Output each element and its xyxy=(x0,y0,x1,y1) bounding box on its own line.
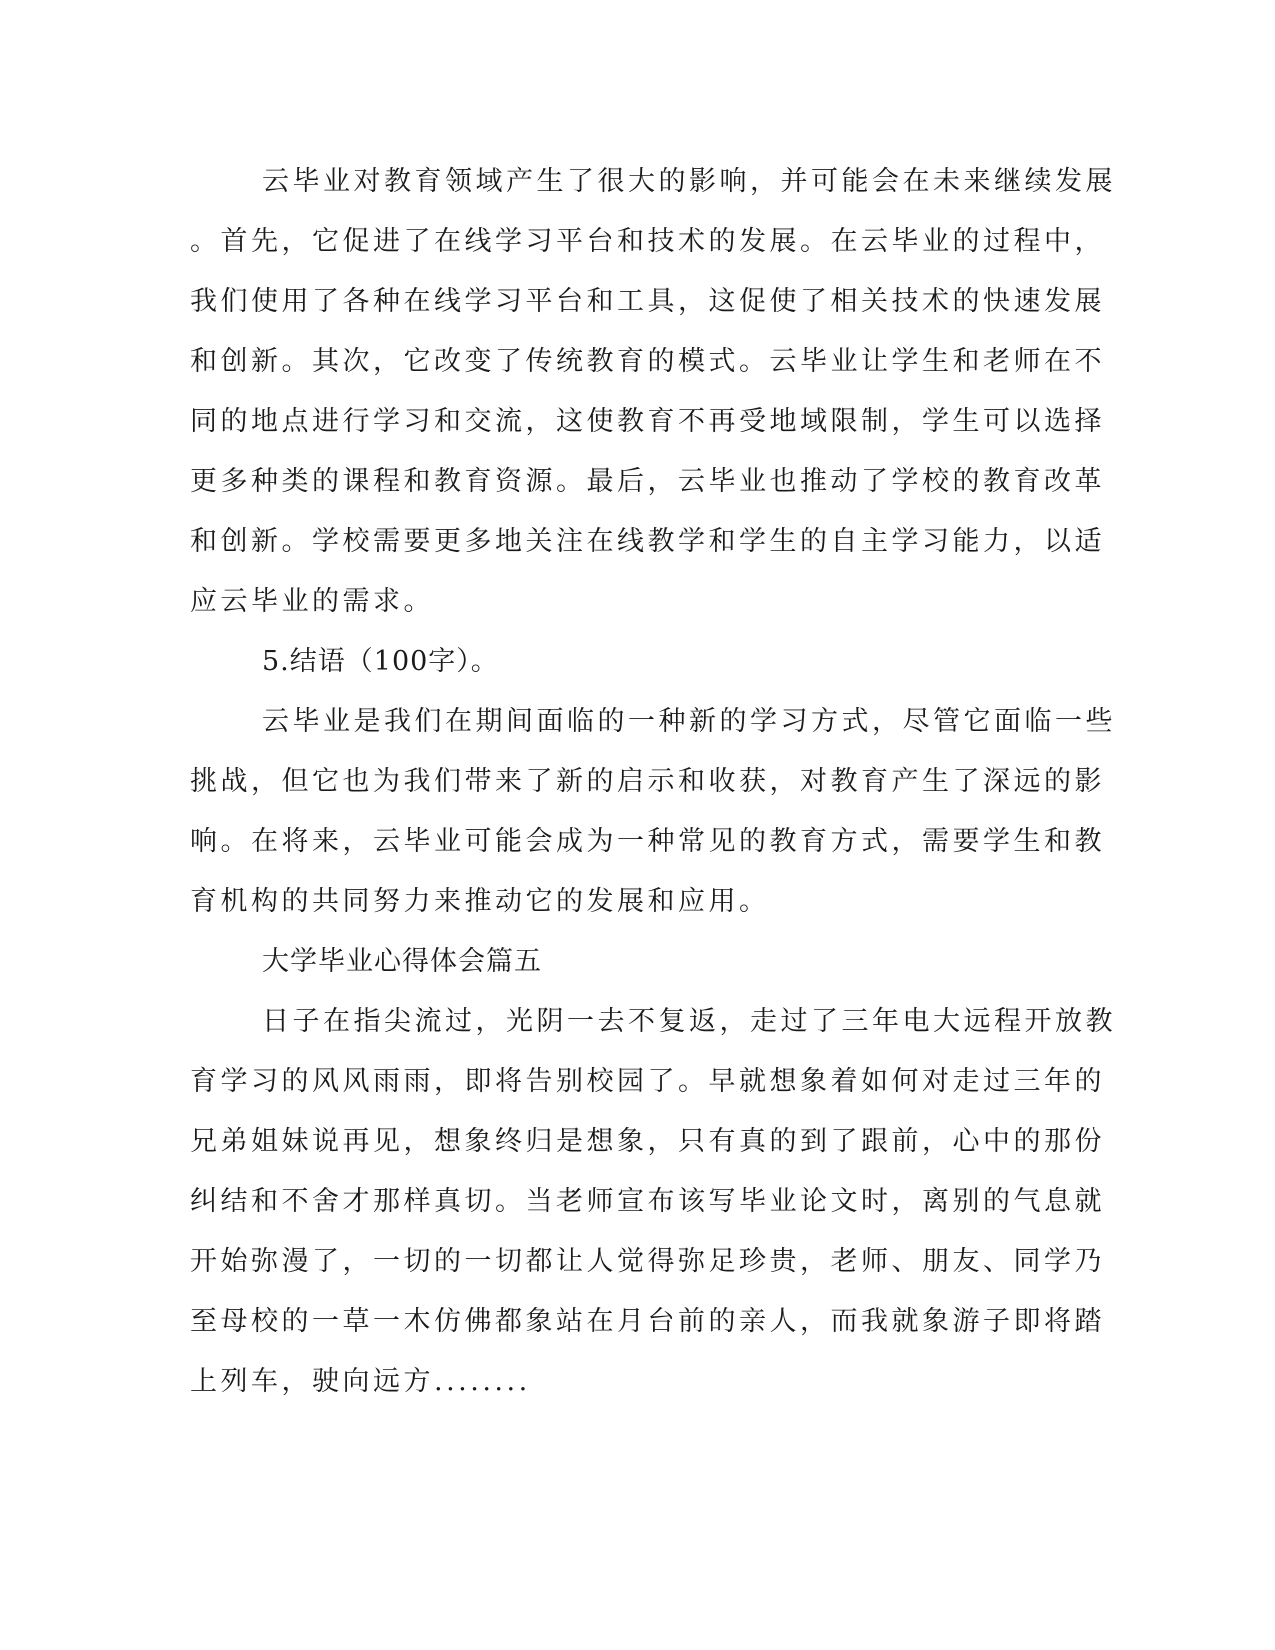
paragraph-3-line-7: 上列车，驶向远方........ xyxy=(190,1366,531,1397)
paragraph-1-line-4: 和创新。其次，它改变了传统教育的模式。云毕业让学生和老师在不 xyxy=(190,346,1105,377)
paragraph-1-line-8: 应云毕业的需求。 xyxy=(190,586,434,617)
paragraph-2-line-1: 云毕业是我们在期间面临的一种新的学习方式，尽管它面临一些 xyxy=(262,706,1116,737)
paragraph-3-line-1: 日子在指尖流过，光阴一去不复返，走过了三年电大远程开放教 xyxy=(262,1006,1116,1037)
paragraph-3-line-3: 兄弟姐妹说再见，想象终归是想象，只有真的到了跟前，心中的那份 xyxy=(190,1126,1105,1157)
paragraph-3-line-6: 至母校的一草一木仿佛都象站在月台前的亲人，而我就象游子即将踏 xyxy=(190,1306,1105,1337)
paragraph-1-line-5: 同的地点进行学习和交流，这使教育不再受地域限制，学生可以选择 xyxy=(190,406,1105,437)
paragraph-3-line-4: 纠结和不舍才那样真切。当老师宣布该写毕业论文时，离别的气息就 xyxy=(190,1186,1105,1217)
paragraph-3-line-5: 开始弥漫了，一切的一切都让人觉得弥足珍贵，老师、朋友、同学乃 xyxy=(190,1246,1105,1277)
paragraph-2-line-2: 挑战，但它也为我们带来了新的启示和收获，对教育产生了深远的影 xyxy=(190,766,1105,797)
section-heading: 5.结语（100字）。 xyxy=(262,646,499,677)
paragraph-1-line-3: 我们使用了各种在线学习平台和工具，这促使了相关技术的快速发展 xyxy=(190,286,1105,317)
article-title: 大学毕业心得体会篇五 xyxy=(262,946,542,977)
paragraph-1-line-7: 和创新。学校需要更多地关注在线教学和学生的自主学习能力，以适 xyxy=(190,526,1105,557)
paragraph-3-line-2: 育学习的风风雨雨，即将告别校园了。早就想象着如何对走过三年的 xyxy=(190,1066,1105,1097)
paragraph-1-line-1: 云毕业对教育领域产生了很大的影响，并可能会在未来继续发展 xyxy=(262,166,1116,197)
paragraph-2-line-4: 育机构的共同努力来推动它的发展和应用。 xyxy=(190,886,770,917)
paragraph-1-line-6: 更多种类的课程和教育资源。最后，云毕业也推动了学校的教育改革 xyxy=(190,466,1105,497)
paragraph-2-line-3: 响。在将来，云毕业可能会成为一种常见的教育方式，需要学生和教 xyxy=(190,826,1105,857)
paragraph-1-line-2: 。首先，它促进了在线学习平台和技术的发展。在云毕业的过程中， xyxy=(190,226,1105,257)
